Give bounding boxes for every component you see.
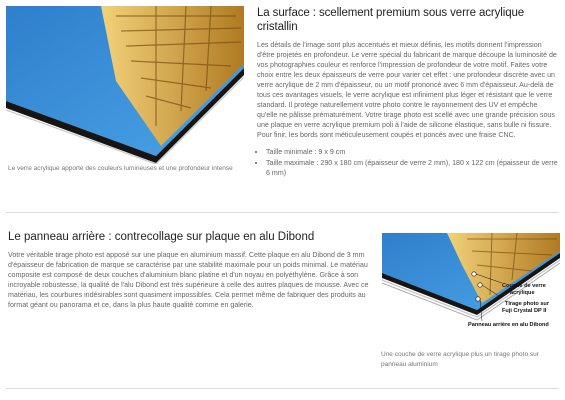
section-divider — [6, 212, 559, 213]
list-item: • Taille minimale : 9 x 9 cm — [266, 147, 559, 157]
layer-label-acrylic: Couche de verre acrylique — [502, 283, 546, 296]
layer-label-dibond: Panneau arrière en alu Dibond — [468, 322, 549, 328]
section-divider-bottom — [6, 388, 559, 389]
layered-panel-diagram — [382, 225, 560, 347]
section2-caption: Une couche de verre acrylique plus un tirage photo sur panneau aluminium — [381, 351, 539, 368]
section2-title: Le panneau arrière : contrecollage sur plaque en alu Dibond — [8, 231, 315, 243]
section1-caption: Le verre acrylique apporte des couleurs lumineuses et une profondeur intense — [8, 165, 233, 172]
section2-body: Votre véritable tirage photo est apposé sur une plaque en aluminium massif. Cette plaque en alu Dibond de 3 mm d'épaisseur de fabrication de marque se caractérise par une stabilité maximale pour un poids minimal. Le matériau composite est composé de deux couches d'aluminium blanc platine et d'un noyau en polyéthylène. Grâce à son incroyable robustesse, la qualité de l'alu Dibond est très supérieure à celle des autres plaques de mousse. Avec ce matériau, les courbures indésirables sont quasiment impossibles. Cela permet même de fabriquer des produits au format géant ou panorama et ce, dans la plus haute qualité comme en galerie. — [8, 251, 369, 310]
size-list — [266, 147, 559, 177]
section1-body: Les détails de l'image sont plus accentués et mieux définis, les motifs donnent l'impression d'être projetés en profondeur. Le verre spécial du fabricant de marque découpe la luminosité de vos photographies couleur et renforce l'impression de profondeur de votre motif. Faites votre choix entre les deux épaisseurs de verre pour varier cet effet : une profondeur discrète avec un verre acrylique de 2 mm d'épaisseur, ou un motif prononcé avec 6 mm d'épaisseur. Au-delà de tous ces avantages visuels, le verre acrylique est infiniment plus léger et résistant que le verre standard. Il protège naturellement votre photo contre le rayonnement des UV et empêche qu'elle ne pâlisse prématurément. Votre tirage photo est scellé avec une grande précision sous une plaque en verre acrylique premium poli à l'aide de silicone élastique, sans bulle ni fissure. Pour finir, les bords sont méticuleusement coupés et poncés avec une fraise CNC. — [257, 41, 557, 140]
section2-content — [8, 230, 378, 310]
list-item: • Taille maximale : 290 x 180 cm (épaisseur de verre 2 mm), 180 x 122 cm (épaisseur de verre 6 mm) — [266, 158, 559, 178]
section1-title: La surface : scellement premium sous verre acrylique cristallin — [257, 7, 525, 33]
section1-content — [257, 6, 559, 178]
acrylic-glass-corner-image — [6, 6, 244, 164]
layer-label-print: Tirage photo sur Fuji Crystal DP II — [502, 301, 550, 314]
